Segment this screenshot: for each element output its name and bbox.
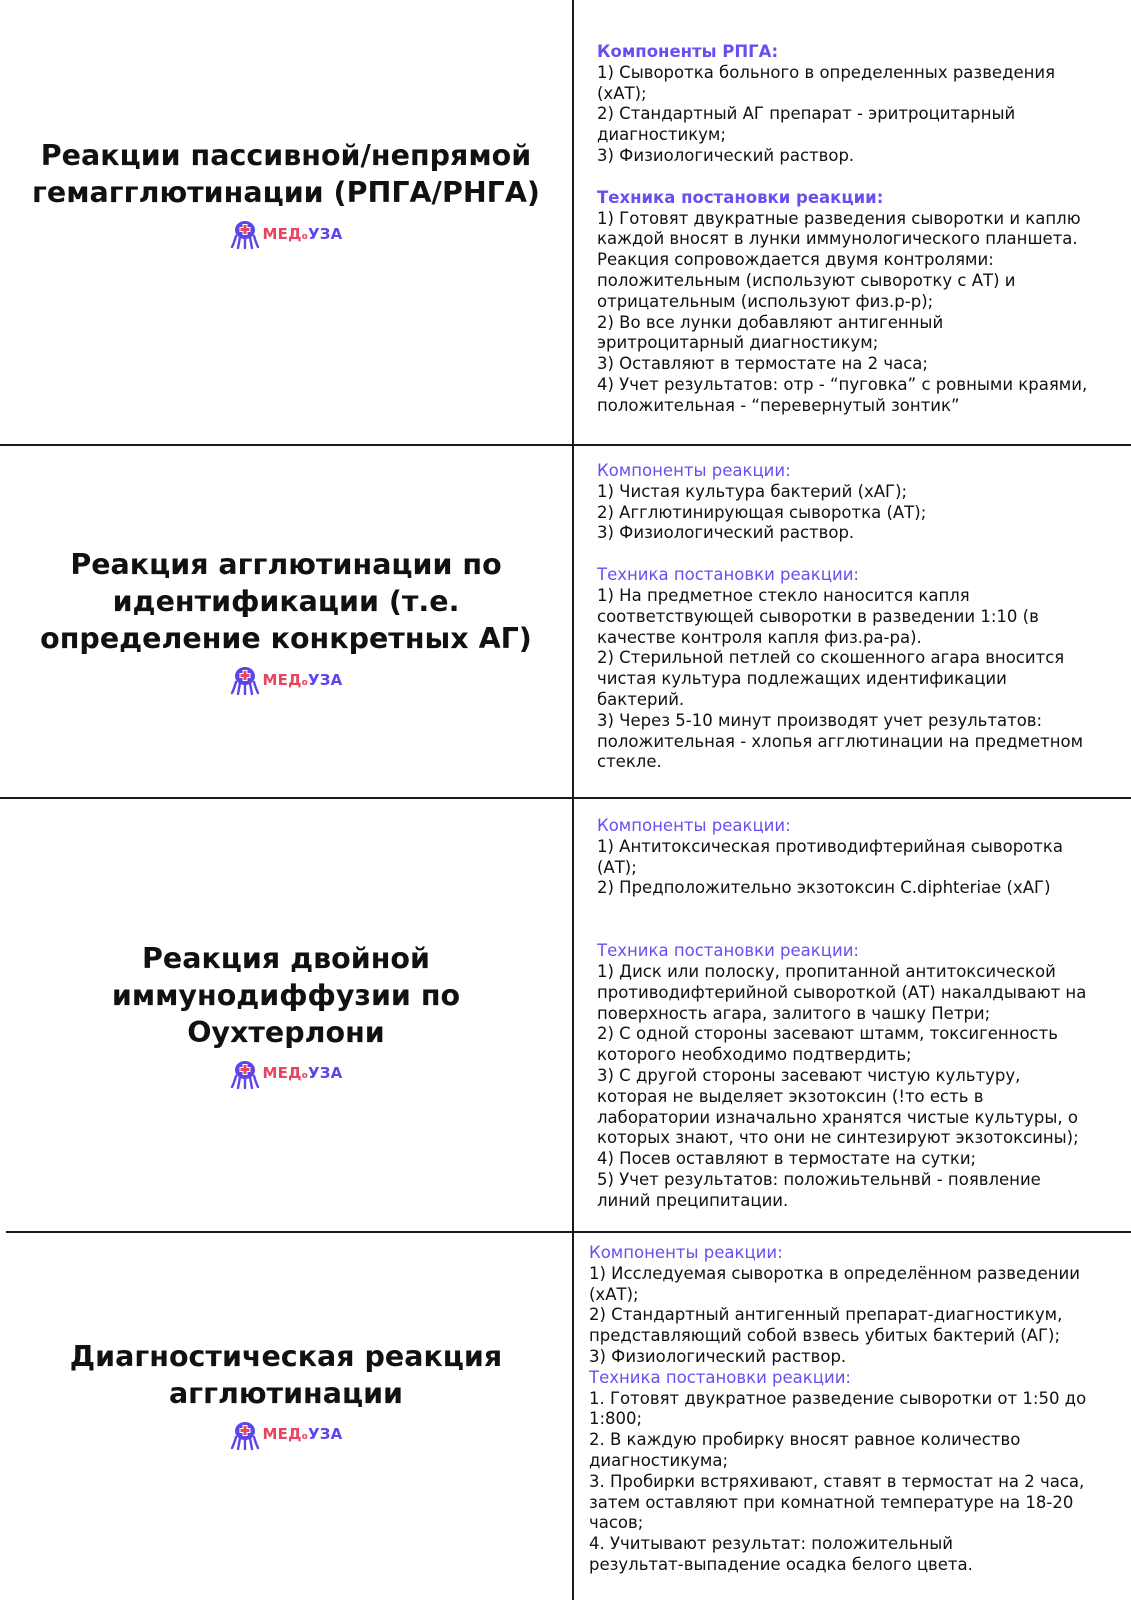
text-line: 1:800; — [589, 1409, 643, 1429]
text-line: результат-выпадение осадка белого цвета. — [589, 1554, 973, 1574]
octopus-icon — [230, 665, 260, 695]
text-line: 2) Стандартный АГ препарат - эритроцитарный — [597, 104, 1016, 124]
text-line: 1) Сыворотка больного в определенных разведения — [597, 62, 1056, 82]
text-line: (хАТ); — [597, 83, 647, 103]
title-line: иммунодиффузии по — [111, 978, 461, 1012]
section-title — [40, 546, 532, 657]
text-line: стекле. — [597, 752, 662, 772]
text-line: затем оставляют при комнатной температуре на 18-20 — [589, 1492, 1074, 1512]
text-line: чистая культура подлежащих идентификации — [597, 669, 1007, 689]
text-line: 2) Стерильной петлей со скошенного агара вносится — [597, 648, 1065, 668]
section-details — [597, 461, 1083, 773]
section-details — [597, 42, 1087, 417]
text-line: 3) С другой стороны засевают чистую культуру, — [597, 1065, 1021, 1085]
text-line: которых знают, что они не синтезируют экзотоксины); — [597, 1128, 1079, 1148]
medusa-logo — [230, 1057, 343, 1091]
section-title-cell — [0, 446, 572, 797]
text-line: противодифтерийной сывороткой (АТ) накалдывают на — [597, 982, 1087, 1002]
medusa-logo — [230, 1418, 343, 1452]
section-title — [112, 940, 460, 1051]
text-line: 3) Оставляют в термостате на 2 часа; — [597, 354, 928, 374]
text-line: положительная - “перевернутый зонтик” — [597, 395, 960, 415]
title-line: Реакции пассивной/непрямой — [40, 139, 532, 172]
text-line: 3. Пробирки встряхивают, ставят в термостат на 2 часа, — [589, 1471, 1085, 1491]
technique-heading: Техника постановки реакции: — [597, 565, 859, 585]
logo-text: МЕДоУЗА — [262, 1425, 343, 1443]
title-line: идентификации (т.е. — [112, 585, 460, 618]
text-line: (хАТ); — [589, 1284, 639, 1304]
text-line: линий преципитации. — [597, 1190, 789, 1210]
text-line: 1) На предметное стекло наносится капля — [597, 585, 970, 605]
text-line: качестве контроля капля физ.ра-ра). — [597, 627, 922, 647]
text-line: 2) Во все лунки добавляют антигенный — [597, 312, 944, 332]
text-line: эритроцитарный диагностикум; — [597, 333, 879, 353]
text-line: каждой вносят в лунки иммунологического планшета. — [597, 229, 1078, 249]
text-line: бактерий. — [597, 689, 685, 709]
medusa-logo — [230, 663, 343, 697]
logo-text: МЕДоУЗА — [262, 1064, 343, 1082]
octopus-icon — [230, 219, 260, 249]
text-line: Реакция сопровождается двумя контролями: — [597, 250, 994, 270]
text-line: положительная - хлопья агглютинации на предметном — [597, 731, 1084, 751]
section-title-cell — [0, 799, 572, 1231]
title-line: агглютинации — [168, 1376, 404, 1410]
text-line: 1. Готовят двукратное разведение сыворотки от 1:50 до — [589, 1388, 1087, 1408]
title-line: Реакция двойной — [142, 941, 430, 975]
text-line: положительным (используют сыворотку с АТ) и — [597, 270, 1016, 290]
text-line: которая не выделяет экзотоксин (!то есть в — [597, 1086, 984, 1106]
medusa-logo — [230, 217, 343, 251]
components-heading: Компоненты реакции: — [597, 461, 791, 480]
text-line: 2) Агглютинирующая сыворотка (АТ); — [597, 502, 927, 522]
text-line: 3) Физиологический раствор. — [597, 523, 855, 543]
text-line: поверхность агара, залитого в чашку Петри; — [597, 1003, 991, 1023]
logo-text: МЕДоУЗА — [262, 224, 343, 243]
text-line: представляющий собой взвесь убитых бактерий (АГ); — [589, 1326, 1061, 1346]
section-title — [32, 137, 540, 211]
title-line: Реакция агглютинации по — [70, 548, 502, 581]
text-line: 3) Физиологический раствор. — [589, 1346, 847, 1366]
technique-heading: Техника постановки реакции: — [597, 187, 884, 207]
text-line: 1) Чистая культура бактерий (хАГ); — [597, 481, 908, 501]
text-line: 2) С одной стороны засевают штамм, токсигенность — [597, 1024, 1058, 1044]
text-line: 1) Антитоксическая противодифтерийная сыворотка — [597, 836, 1063, 856]
text-line: 1) Готовят двукратные разведения сыворотки и каплю — [597, 208, 1081, 228]
text-line: 1) Исследуемая сыворотка в определённом разведении — [589, 1263, 1080, 1283]
text-line: 2) Предположительно экзотоксин C.diphteriae (хАГ) — [597, 878, 1051, 898]
text-line: (АТ); — [597, 857, 637, 877]
technique-heading: Техника постановки реакции: — [589, 1367, 851, 1387]
text-line: часов; — [589, 1513, 644, 1533]
octopus-icon — [230, 1420, 260, 1450]
section-title-cell — [0, 1211, 572, 1578]
title-line: Оухтерлони — [187, 1015, 385, 1049]
text-line: 4) Учет результатов: отр - “пуговка” с ровными краями, — [597, 374, 1088, 394]
components-heading: Компоненты РПГА: — [597, 42, 779, 61]
text-line: диагностикум; — [597, 125, 726, 145]
title-line: Диагностическая реакция — [69, 1339, 503, 1373]
text-line: соответствующей сыворотки в разведении 1:10 (в — [597, 606, 1039, 626]
text-line: 4. Учитывают результат: положительный — [589, 1534, 953, 1554]
components-heading: Компоненты реакции: — [597, 816, 791, 835]
octopus-icon — [230, 1059, 260, 1089]
text-line: лаборатории изначально хранятся чистые культуры, о — [597, 1107, 1078, 1127]
section-title — [70, 1338, 502, 1412]
text-line: 2) Стандартный антигенный препарат-диагностикум, — [589, 1305, 1063, 1325]
technique-heading: Техника постановки реакции: — [597, 941, 859, 961]
title-line: гемагглютинации (РПГА/РНГА) — [32, 176, 540, 209]
text-line: отрицательным (используют физ.р-р); — [597, 291, 934, 311]
text-line: диагностикума; — [589, 1450, 729, 1470]
components-heading: Компоненты реакции: — [589, 1243, 783, 1262]
logo-text: МЕДоУЗА — [262, 670, 343, 689]
column-divider — [572, 0, 574, 1600]
text-line: 3) Через 5-10 минут производят учет результатов: — [597, 710, 1043, 730]
text-line: 4) Посев оставляют в термостате на сутки; — [597, 1149, 977, 1169]
text-line: 5) Учет результатов: положиьтельнвй - появление — [597, 1169, 1041, 1189]
title-line: определение конкретных АГ) — [40, 622, 532, 655]
section-details — [589, 1243, 1086, 1576]
text-line: которого необходимо подтвердить; — [597, 1045, 912, 1065]
text-line: 2. В каждую пробирку вносят равное количество — [589, 1430, 1021, 1450]
text-line: 3) Физиологический раствор. — [597, 145, 855, 165]
section-details — [597, 816, 1086, 1212]
section-title-cell — [0, 0, 572, 416]
text-line: 1) Диск или полоску, пропитанной антитоксической — [597, 961, 1056, 981]
